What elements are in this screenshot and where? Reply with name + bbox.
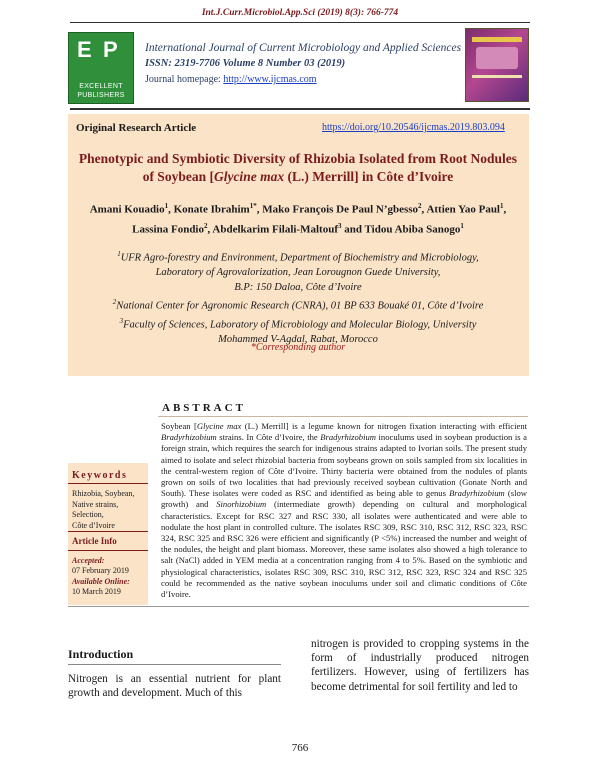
keyword-item: Selection, <box>72 510 104 519</box>
affiliation-text: Mohammed V-Agdal, Rabat, Morocco <box>218 334 378 345</box>
affiliation-line <box>72 314 524 333</box>
introduction-heading: Introduction <box>68 647 134 661</box>
author-separator: and <box>341 223 365 236</box>
keyword-item: Native strains, <box>72 499 119 509</box>
affiliation-list <box>72 247 524 348</box>
cover-band <box>472 37 522 42</box>
header-rule <box>70 22 530 23</box>
keywords-list <box>72 489 148 531</box>
abstract-text-run: (intermediate growth) depending on cultural and morphological characteristics. Except for RSC 327 and RSC 330, all isolates were authenticated and were able to nodulate the host plant in controlled culture. The isolates RSC 309, RSC 310, RSC 312, RSC 323, RSC 324, RSC 325 and RSC 326 were efficient and significantly (P <5%) increased the number and weight of the nodules, the height and plant biomass. Moreover, these same isolates also showed a high tolerance to salt (NaCl) added in YEM media at a concentration ranging from 4 to 5%. Based on the symbiotic and physiological characteristics, isolates RSC 309, RSC 310, RSC 312, RSC 323, RSC 324 and RSC 325 could be recommended as the native soybean inoculums under soil and climatic conditions of Côte d’Ivoire. <box>161 499 527 600</box>
author-name: Konate Ibrahim <box>173 203 250 216</box>
abstract-text-run: (slow growth) and <box>161 488 527 510</box>
article-info-rule <box>68 531 148 532</box>
article-info-rule <box>68 550 148 551</box>
affiliation-mark: 2 <box>112 298 117 306</box>
keywords-heading: Keywords <box>72 470 128 481</box>
abstract-text-run: strains. In Côte d’Ivoire, the <box>216 432 321 443</box>
affiliation-text: Laboratory of Agrovalorization, Jean Lorougnon Guede University, <box>155 267 441 278</box>
affiliation-mark: 3 <box>119 317 124 325</box>
keywords-rule <box>68 483 148 484</box>
abstract-text-run: inoculums used in soybean production is a foreign strain, which requires the search for indigenous strains adapted to Ivorian soils. The present study aimed to isolate and select rhizobial bacteria from soybeans grown on soils sampled from six localities in the central-western region of Côte d’Ivoire. Thirty bacteria were obtained from the nodules of plants grown on soils of two localities that had previously received soybean cultivation (Gonate North and South). These isolates were coded as RSC and identified as being able to genus <box>161 432 527 499</box>
abstract-italic-term: Glycine max <box>196 421 242 431</box>
author-affiliation-mark: 2 <box>204 221 208 230</box>
issn-line: ISSN: 2319-7706 Volume 8 Number 03 (2019) <box>145 58 346 69</box>
affiliation-text: B.P: 150 Daloa, Côte d’Ivoire <box>234 281 362 293</box>
affiliation-mark: 1 <box>117 250 121 258</box>
page-number: 766 <box>291 742 309 754</box>
body-column-right: nitrogen is provided to cropping systems in the form of industrially produced nitrogen fertilizers. However, using of fertilizers has become detrimental for soil fertility and led to <box>311 638 529 693</box>
journal-homepage <box>145 74 317 85</box>
author-separator: , <box>421 203 427 216</box>
abstract-bottom-rule <box>68 606 529 607</box>
title-species: Glycine max <box>213 169 285 184</box>
journal-name: International Journal of Current Microbiology and Applied Sciences <box>145 42 462 54</box>
homepage-label: Journal homepage: <box>145 74 224 85</box>
article-info-heading: Article Info <box>72 536 117 546</box>
author-name: Tidou Abiba Sanogo <box>364 223 461 236</box>
abstract-italic-term: Bradyrhizobium <box>320 432 376 443</box>
title-text: Phenotypic and Symbiotic Diversity of Rhizobia Isolated from Root Nodules of Soybean [ <box>78 151 518 184</box>
author-name: Lassina Fondio <box>132 223 204 236</box>
logo-text-excellent: EXCELLENT <box>79 83 123 90</box>
author-affiliation-mark: 2 <box>418 202 422 210</box>
header-divider <box>70 108 530 110</box>
affiliation-line <box>72 295 524 314</box>
affiliation-line <box>72 247 524 266</box>
author-name: Attien Yao Paul <box>426 203 500 216</box>
homepage-link[interactable]: http://www.ijcmas.com <box>223 74 317 85</box>
journal-cover-image <box>465 28 529 102</box>
author-separator: , <box>207 223 213 236</box>
corresponding-author: *Corresponding author <box>250 342 346 353</box>
author-affiliation-mark: 1 <box>460 221 464 230</box>
cover-band <box>472 75 522 78</box>
cover-photo <box>476 47 518 69</box>
publisher-logo <box>68 32 134 104</box>
abstract-italic-term: Bradyrhizobium <box>161 432 217 443</box>
logo-letter-e: E <box>77 37 92 62</box>
author-affiliation-mark: 1 <box>500 202 504 210</box>
abstract-text-run: Soybean [ <box>161 421 197 431</box>
author-separator: , <box>256 203 263 216</box>
accepted-date: 07 February 2019 <box>72 566 129 575</box>
available-online-label: Available Online: <box>72 577 130 586</box>
abstract-rule <box>158 416 528 417</box>
body-column-left: Nitrogen is an essential nutrient for plant growth and development. Much of this <box>68 673 281 700</box>
abstract-italic-term: Sinorhizobium <box>216 499 267 510</box>
accepted-label: Accepted: <box>72 556 105 565</box>
title-text: (L.) Merrill] in Côte d’Ivoire <box>284 169 454 184</box>
author-list <box>72 198 524 237</box>
affiliation-text: Faculty of Sciences, Laboratory of Microbiology and Molecular Biology, University <box>123 319 477 331</box>
author-name: Abdelkarim Filali-Maltouf <box>212 223 338 236</box>
affiliation-line <box>72 266 524 281</box>
doi-link[interactable]: https://doi.org/10.20546/ijcmas.2019.803.094 <box>322 122 505 133</box>
keyword-item: Rhizobia, Soybean, <box>72 489 135 498</box>
abstract-text-run: (L.) Merrill] is a legume known for nitrogen fixation interacting with efficient <box>241 421 528 431</box>
author-affiliation-mark: 1 <box>164 202 169 210</box>
author-affiliation-mark: 3 <box>337 221 342 230</box>
author-separator: , <box>503 203 507 216</box>
author-name: Amani Kouadio <box>89 203 165 216</box>
running-head: Int.J.Curr.Microbiol.App.Sci (2019) 8(3): 766-774 <box>201 8 399 18</box>
affiliation-line <box>72 281 524 296</box>
logo-letter-p: P <box>103 37 118 62</box>
abstract-heading: ABSTRACT <box>162 402 246 414</box>
abstract-italic-term: Bradyrhizobium <box>449 488 505 499</box>
article-type: Original Research Article <box>76 122 197 134</box>
author-affiliation-mark: 1* <box>249 202 257 210</box>
available-online-date: 10 March 2019 <box>72 587 121 596</box>
keyword-item: Côte d’Ivoire <box>72 520 115 530</box>
abstract-text <box>161 421 527 600</box>
author-name: Mako François De Paul N’gbesso <box>262 203 419 216</box>
article-title <box>72 150 524 186</box>
logo-text-publishers: PUBLISHERS <box>77 92 125 99</box>
introduction-rule <box>68 664 281 665</box>
author-separator: , <box>168 203 174 216</box>
affiliation-text: UFR Agro-forestry and Environment, Department of Biochemistry and Microbiology, <box>120 252 479 264</box>
affiliation-text: National Center for Agronomic Research (CNRA), 01 BP 633 Bouaké 01, Côte d’Ivoire <box>116 300 484 312</box>
